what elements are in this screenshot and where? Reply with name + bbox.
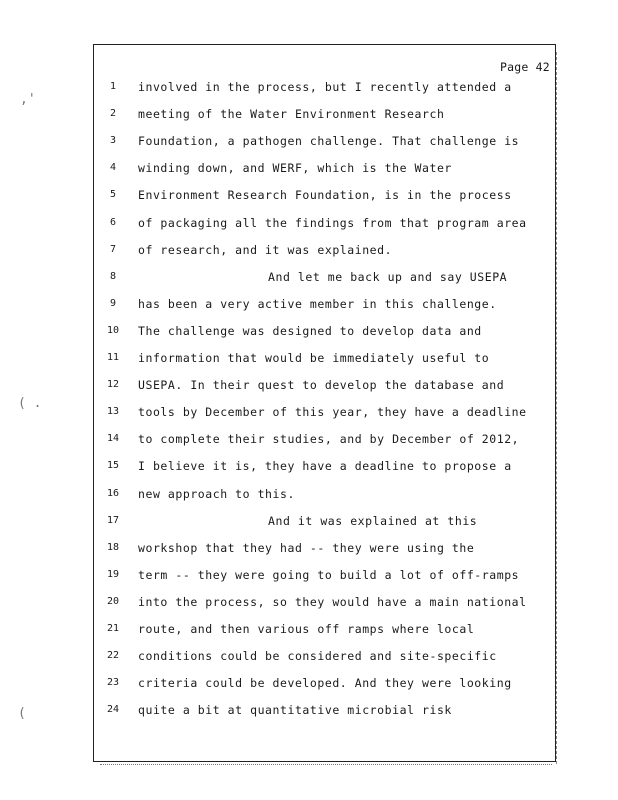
scan-edge-bottom bbox=[100, 764, 552, 771]
line-text: of research, and it was explained. bbox=[138, 243, 393, 257]
line-text: quite a bit at quantitative microbial risk bbox=[138, 703, 452, 717]
line-text: into the process, so they would have a main national bbox=[138, 595, 527, 609]
line-text: conditions could be considered and site-specific bbox=[138, 649, 497, 663]
line-number: 23 bbox=[106, 677, 120, 688]
line-number: 15 bbox=[106, 460, 120, 471]
line-text: winding down, and WERF, which is the Water bbox=[138, 161, 452, 175]
line-text: USEPA. In their quest to develop the database and bbox=[138, 378, 505, 392]
line-number: 3 bbox=[109, 135, 117, 146]
line-text: criteria could be developed. And they were looking bbox=[138, 676, 512, 690]
line-number: 12 bbox=[106, 379, 120, 390]
line-text: has been a very active member in this challenge. bbox=[138, 297, 497, 311]
line-number: 2 bbox=[109, 108, 117, 119]
line-number: 1 bbox=[109, 81, 117, 92]
scan-edge-right bbox=[556, 52, 560, 764]
line-number: 6 bbox=[109, 217, 117, 228]
line-number: 10 bbox=[106, 325, 120, 336]
line-number: 11 bbox=[106, 352, 120, 363]
line-number: 20 bbox=[106, 596, 120, 607]
margin-scan-mark-middle: ( . bbox=[18, 396, 42, 411]
line-number: 21 bbox=[106, 623, 120, 634]
line-text: of packaging all the findings from that program area bbox=[138, 216, 527, 230]
line-text: involved in the process, but I recently attended a bbox=[138, 80, 512, 94]
line-text: term -- they were going to build a lot of off-ramps bbox=[138, 568, 520, 582]
line-number: 4 bbox=[109, 162, 117, 173]
line-text: route, and then various off ramps where local bbox=[138, 622, 475, 636]
line-number: 16 bbox=[106, 488, 120, 499]
line-text: information that would be immediately useful to bbox=[138, 351, 490, 365]
margin-scan-mark-top: ,' bbox=[20, 92, 36, 107]
line-number: 18 bbox=[106, 542, 120, 553]
line-number: 8 bbox=[109, 271, 117, 282]
line-text: new approach to this. bbox=[138, 487, 295, 501]
line-text: And let me back up and say USEPA bbox=[268, 270, 508, 284]
line-number: 17 bbox=[106, 515, 120, 526]
line-text: to complete their studies, and by December of 2012, bbox=[138, 432, 520, 446]
line-text: And it was explained at this bbox=[268, 514, 478, 528]
line-number: 14 bbox=[106, 433, 120, 444]
line-text: Environment Research Foundation, is in the process bbox=[138, 188, 512, 202]
line-number: 13 bbox=[106, 406, 120, 417]
margin-scan-mark-bottom: ( bbox=[18, 706, 26, 721]
line-number: 5 bbox=[109, 189, 117, 200]
line-number: 22 bbox=[106, 650, 120, 661]
line-text: meeting of the Water Environment Research bbox=[138, 107, 445, 121]
line-number: 24 bbox=[106, 704, 120, 715]
line-number: 9 bbox=[109, 298, 117, 309]
line-number: 19 bbox=[106, 569, 120, 580]
page-number: Page 42 bbox=[500, 60, 550, 74]
line-text: tools by December of this year, they have a deadline bbox=[138, 405, 527, 419]
line-number: 7 bbox=[109, 244, 117, 255]
line-text: workshop that they had -- they were using the bbox=[138, 541, 475, 555]
line-text: I believe it is, they have a deadline to propose a bbox=[138, 459, 512, 473]
line-text: Foundation, a pathogen challenge. That challenge is bbox=[138, 134, 520, 148]
line-text: The challenge was designed to develop data and bbox=[138, 324, 482, 338]
